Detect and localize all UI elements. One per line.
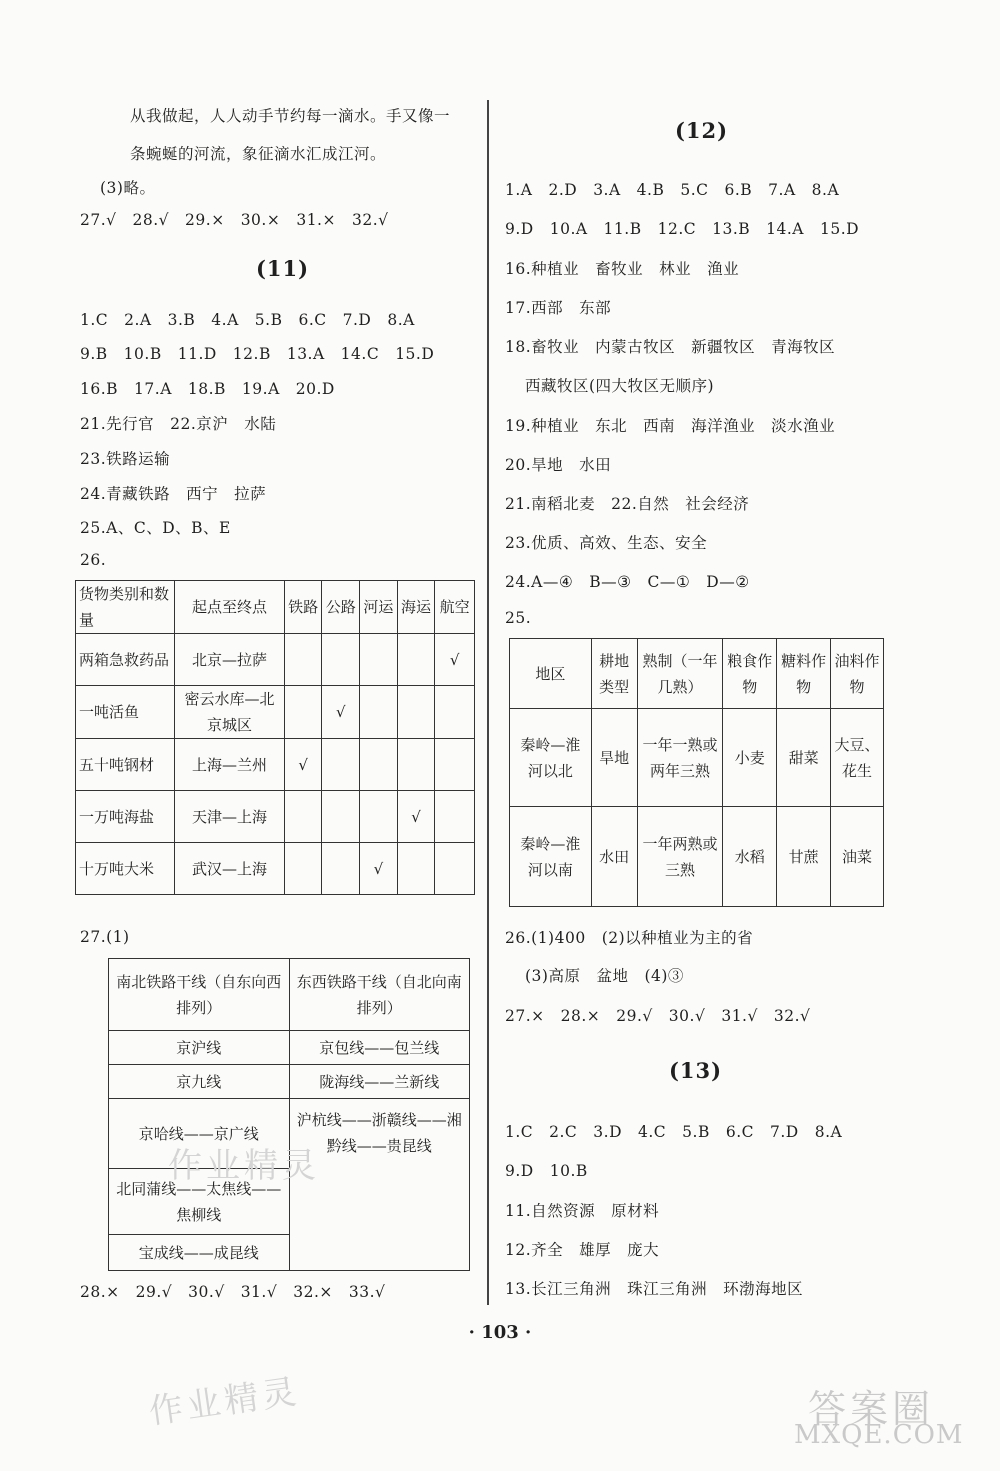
cell xyxy=(284,686,322,739)
cell: 小麦 xyxy=(723,709,777,807)
answer-line: 23.优质、高效、生态、安全 xyxy=(505,534,708,552)
cell: √ xyxy=(360,843,398,895)
answer-line: 27.√ 28.√ 29.× 30.× 31.× 32.√ xyxy=(80,211,389,229)
cell xyxy=(435,843,475,895)
answer-line: 26. xyxy=(80,551,107,569)
header-cell: 公路 xyxy=(322,581,360,634)
cell: 京沪线 xyxy=(109,1031,290,1065)
table-row xyxy=(76,791,475,843)
cell: 一吨活鱼 xyxy=(76,686,175,739)
section-heading-11: (11) xyxy=(256,256,310,281)
cell: 京九线 xyxy=(109,1065,290,1099)
table-row xyxy=(510,807,884,907)
answer-line: 13.长江三角洲 珠江三角洲 环渤海地区 xyxy=(505,1280,804,1298)
answer-line: 24.青藏铁路 西宁 拉萨 xyxy=(80,485,267,503)
answer-line: 17.西部 东部 xyxy=(505,299,612,317)
header-cell: 地区 xyxy=(510,639,592,709)
header-cell: 耕地类型 xyxy=(591,639,637,709)
header-cell: 海运 xyxy=(397,581,435,634)
watermark: 作业精灵 xyxy=(168,1146,320,1186)
cell: 秦岭—淮河以南 xyxy=(510,807,592,907)
cell: 宝成线——成昆线 xyxy=(109,1235,290,1271)
cell xyxy=(284,634,322,686)
answer-line: 19.种植业 东北 西南 海洋渔业 淡水渔业 xyxy=(505,417,836,435)
cell: 京包线——包兰线 xyxy=(289,1031,470,1065)
cell: 秦岭—淮河以北 xyxy=(510,709,592,807)
cell xyxy=(284,843,322,895)
answer-line: (3)高原 盆地 (4)③ xyxy=(525,967,684,985)
header-cell: 货物类别和数量 xyxy=(76,581,175,634)
answer-line: 9.B 10.B 11.D 12.B 13.A 14.C 15.D xyxy=(80,345,435,363)
cell: 油菜 xyxy=(831,807,884,907)
transport-table xyxy=(75,580,475,895)
header-cell: 航空 xyxy=(435,581,475,634)
text-line: 从我做起，人人动手节约每一滴水。手又像一 xyxy=(130,107,451,125)
answer-line: 21.先行官 22.京沪 水陆 xyxy=(80,415,277,433)
cell xyxy=(397,739,435,791)
cell: 一年一熟或两年三熟 xyxy=(637,709,723,807)
cell xyxy=(322,843,360,895)
answer-line: 23.铁路运输 xyxy=(80,450,171,468)
cell xyxy=(322,791,360,843)
table-row xyxy=(109,1065,470,1099)
cell: 甜菜 xyxy=(777,709,831,807)
header-cell: 糖料作物 xyxy=(777,639,831,709)
cell xyxy=(397,843,435,895)
cell xyxy=(397,686,435,739)
cell: 旱地 xyxy=(591,709,637,807)
cell xyxy=(360,791,398,843)
cell: 一年两熟或三熟 xyxy=(637,807,723,907)
cell: √ xyxy=(397,791,435,843)
cell xyxy=(435,791,475,843)
railway-table xyxy=(108,958,470,1271)
header-cell: 南北铁路干线（自东向西排列） xyxy=(109,959,290,1031)
header-cell: 河运 xyxy=(360,581,398,634)
answer-line: 24.A—④ B—③ C—① D—② xyxy=(505,573,750,591)
cell xyxy=(435,739,475,791)
cell: 上海—兰州 xyxy=(175,739,285,791)
header-cell: 东西铁路干线（自北向南排列） xyxy=(289,959,470,1031)
answer-line: 28.× 29.√ 30.√ 31.√ 32.× 33.√ xyxy=(80,1283,386,1301)
cell: 北京—拉萨 xyxy=(175,634,285,686)
answer-line: 11.自然资源 原材料 xyxy=(505,1202,660,1220)
cell xyxy=(322,739,360,791)
cell xyxy=(360,634,398,686)
answer-line: 9.D 10.B xyxy=(505,1162,588,1180)
answer-line: 1.C 2.C 3.D 4.C 5.B 6.C 7.D 8.A xyxy=(505,1123,843,1141)
cell: 水稻 xyxy=(723,807,777,907)
cell xyxy=(284,791,322,843)
watermark: MXQE.COM xyxy=(794,1420,964,1450)
answer-line: 25. xyxy=(505,609,532,627)
answer-line: 26.(1)400 (2)以种植业为主的省 xyxy=(505,929,754,947)
cell: 两箱急救药品 xyxy=(76,634,175,686)
agriculture-table xyxy=(509,638,884,907)
cell: √ xyxy=(322,686,360,739)
answer-line: 12.齐全 雄厚 庞大 xyxy=(505,1241,660,1259)
cell: √ xyxy=(435,634,475,686)
watermark: 作业精灵 xyxy=(146,1371,303,1433)
cell: 五十吨钢材 xyxy=(76,739,175,791)
column-divider xyxy=(487,100,489,1305)
answer-line: 1.A 2.D 3.A 4.B 5.C 6.B 7.A 8.A xyxy=(505,181,840,199)
cell: 武汉—上海 xyxy=(175,843,285,895)
cell: 沪杭线——浙赣线——湘黔线——贵昆线 xyxy=(289,1099,470,1271)
cell: 水田 xyxy=(591,807,637,907)
table-row xyxy=(76,843,475,895)
cell: 大豆、花生 xyxy=(831,709,884,807)
table-row xyxy=(76,686,475,739)
cell: 京哈线——京广线 xyxy=(109,1099,290,1169)
page-number: · 103 · xyxy=(468,1322,532,1343)
watermark: 答案圈 xyxy=(808,1387,935,1431)
header-cell: 铁路 xyxy=(284,581,322,634)
answer-line: 27.× 28.× 29.√ 30.√ 31.√ 32.√ xyxy=(505,1007,811,1025)
table-row xyxy=(109,1031,470,1065)
cell: 甘蔗 xyxy=(777,807,831,907)
answer-line: 9.D 10.A 11.B 12.C 13.B 14.A 15.D xyxy=(505,220,860,238)
cell: 天津—上海 xyxy=(175,791,285,843)
answer-line: 27.(1) xyxy=(80,928,130,946)
cell xyxy=(322,634,360,686)
header-cell: 起点至终点 xyxy=(175,581,285,634)
cell: 一万吨海盐 xyxy=(76,791,175,843)
cell xyxy=(435,686,475,739)
section-heading-13: (13) xyxy=(669,1058,723,1083)
cell: 北同蒲线——太焦线——焦柳线 xyxy=(109,1169,290,1235)
answer-line: 1.C 2.A 3.B 4.A 5.B 6.C 7.D 8.A xyxy=(80,311,415,329)
cell: √ xyxy=(284,739,322,791)
header-cell: 粮食作物 xyxy=(723,639,777,709)
answer-line: 18.畜牧业 内蒙古牧区 新疆牧区 青海牧区 xyxy=(505,338,836,356)
answer-line: 25.A、C、D、B、E xyxy=(80,519,231,537)
cell: 密云水库—北京城区 xyxy=(175,686,285,739)
cell xyxy=(397,634,435,686)
cell xyxy=(360,686,398,739)
cell: 十万吨大米 xyxy=(76,843,175,895)
cell: 陇海线——兰新线 xyxy=(289,1065,470,1099)
table-row xyxy=(76,634,475,686)
text-line: (3)略。 xyxy=(100,179,156,197)
answer-line: 16.种植业 畜牧业 林业 渔业 xyxy=(505,260,740,278)
answer-line: 21.南稻北麦 22.自然 社会经济 xyxy=(505,495,750,513)
table-row xyxy=(76,739,475,791)
section-heading-12: (12) xyxy=(675,118,729,143)
answer-line: 20.旱地 水田 xyxy=(505,456,612,474)
header-cell: 熟制（一年几熟） xyxy=(637,639,723,709)
answer-line: 16.B 17.A 18.B 19.A 20.D xyxy=(80,380,335,398)
cell xyxy=(360,739,398,791)
header-cell: 油料作物 xyxy=(831,639,884,709)
table-row xyxy=(510,709,884,807)
text-line: 条蜿蜒的河流，象征滴水汇成江河。 xyxy=(130,145,387,163)
answer-line: 西藏牧区(四大牧区无顺序) xyxy=(525,377,715,395)
